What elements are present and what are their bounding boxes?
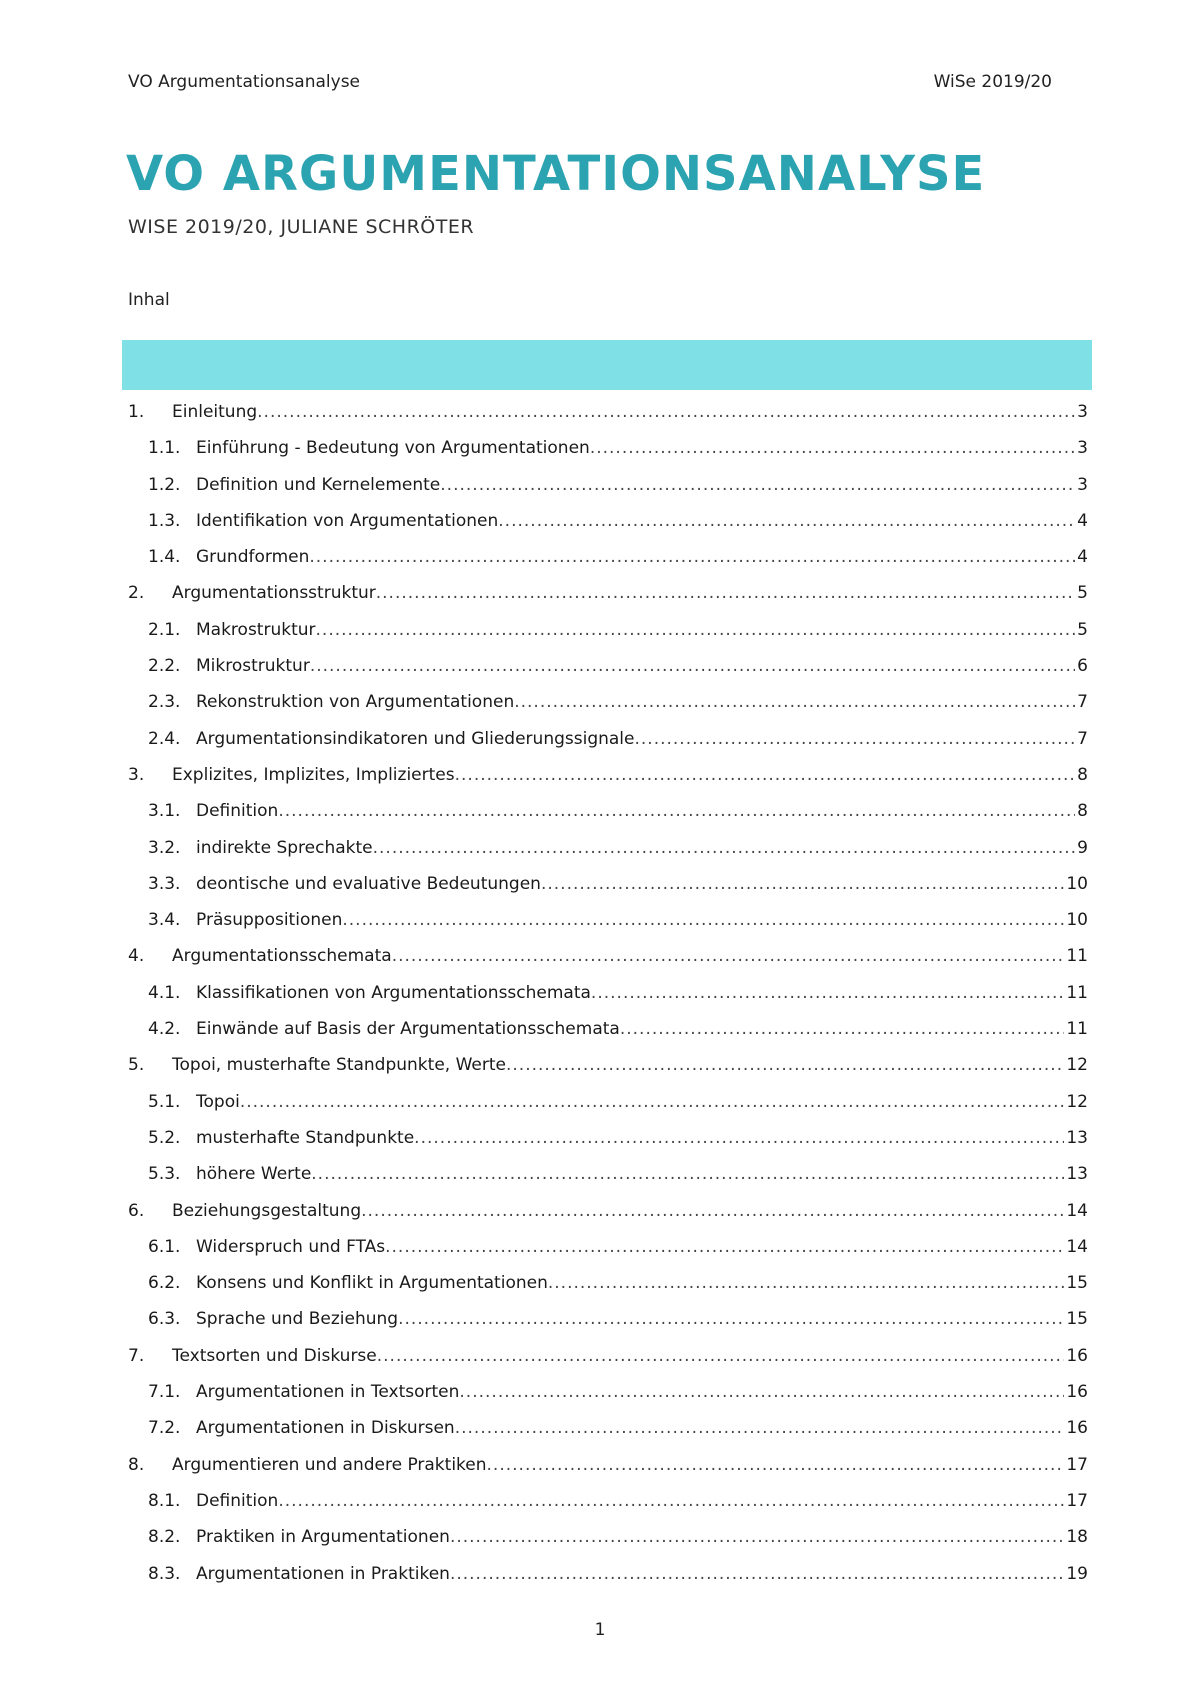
toc-dot-leader (506, 1055, 1064, 1075)
toc-entry-number: 2. (128, 583, 145, 604)
toc-entry-page: 3 (1077, 474, 1088, 495)
table-of-contents (128, 402, 1088, 1600)
toc-entry-number: 3. (128, 764, 145, 785)
toc-entry-number: 6.2. (148, 1273, 181, 1294)
page-number: 1 (594, 1620, 606, 1640)
toc-entry-page: 11 (1066, 946, 1088, 967)
toc-dot-leader (514, 692, 1075, 712)
toc-entry-page: 5 (1077, 583, 1088, 604)
toc-entry-page: 11 (1066, 982, 1088, 1003)
toc-entry[interactable] (128, 1273, 1088, 1309)
toc-dot-leader (257, 402, 1075, 422)
toc-entry-page: 13 (1066, 1127, 1088, 1148)
toc-entry-page: 7 (1077, 728, 1088, 749)
toc-entry[interactable] (128, 838, 1088, 874)
toc-dot-leader (440, 475, 1075, 495)
toc-entry-label: Definition und Kernelemente (196, 474, 441, 495)
toc-entry[interactable] (128, 1527, 1088, 1563)
toc-entry-label: Grundformen (196, 547, 310, 568)
toc-dot-leader (311, 1164, 1064, 1184)
toc-entry[interactable] (128, 1346, 1088, 1382)
toc-entry[interactable] (128, 1382, 1088, 1418)
toc-dot-leader (377, 1346, 1065, 1366)
toc-entry-number: 8.2. (148, 1527, 181, 1548)
toc-dot-leader (455, 1418, 1065, 1438)
toc-dot-leader (392, 946, 1065, 966)
toc-entry-number: 2.2. (148, 656, 181, 677)
toc-entry[interactable] (128, 1092, 1088, 1128)
toc-entry-page: 11 (1066, 1019, 1088, 1040)
toc-dot-leader (316, 620, 1076, 640)
toc-entry[interactable] (128, 946, 1088, 982)
toc-entry-page: 8 (1077, 801, 1088, 822)
toc-entry-label: Topoi, musterhafte Standpunkte, Werte (172, 1055, 506, 1076)
toc-entry-page: 17 (1066, 1454, 1088, 1475)
toc-entry[interactable] (128, 1019, 1088, 1055)
toc-dot-leader (498, 511, 1075, 531)
toc-entry-label: Einwände auf Basis der Argumentationsschemata (196, 1019, 620, 1040)
toc-entry-label: Argumentationsstruktur (172, 583, 376, 604)
toc-entry-number: 5. (128, 1055, 145, 1076)
toc-dot-leader (310, 656, 1075, 676)
toc-entry-number: 7.2. (148, 1418, 181, 1439)
toc-dot-leader (414, 1128, 1064, 1148)
toc-entry-number: 4.1. (148, 982, 181, 1003)
toc-entry-label: deontische und evaluative Bedeutungen (196, 873, 541, 894)
toc-entry-label: Praktiken in Argumentationen (196, 1527, 450, 1548)
toc-entry-label: Klassifikationen von Argumentationsschemata (196, 982, 591, 1003)
toc-dot-leader (590, 438, 1075, 458)
toc-entry-label: Einführung - Bedeutung von Argumentationen (196, 438, 590, 459)
toc-entry-number: 1. (128, 402, 145, 422)
toc-entry[interactable] (128, 438, 1088, 474)
toc-entry-page: 15 (1066, 1273, 1088, 1294)
toc-label: Inhal (128, 290, 170, 310)
toc-entry-label: höhere Werte (196, 1164, 312, 1185)
toc-entry-label: Explizites, Implizites, Impliziertes (172, 764, 455, 785)
toc-entry-page: 10 (1066, 873, 1088, 894)
toc-dot-leader (376, 583, 1075, 603)
toc-dot-leader (541, 874, 1064, 894)
toc-entry-page: 9 (1077, 837, 1088, 858)
toc-entry-number: 8.1. (148, 1490, 181, 1511)
toc-dot-leader (309, 547, 1075, 567)
toc-entry-label: Makrostruktur (196, 619, 316, 640)
toc-entry[interactable] (128, 1418, 1088, 1454)
header-left: VO Argumentationsanalyse (128, 72, 361, 92)
toc-entry-number: 6.3. (148, 1309, 181, 1330)
toc-dot-leader (373, 838, 1076, 858)
toc-entry-page: 16 (1066, 1418, 1088, 1439)
toc-entry-page: 16 (1066, 1382, 1088, 1403)
toc-dot-leader (278, 801, 1075, 821)
toc-entry-label: Textsorten und Diskurse (172, 1345, 377, 1366)
toc-header-bar (122, 340, 1092, 390)
toc-entry-page: 14 (1066, 1200, 1088, 1221)
toc-entry[interactable] (128, 1564, 1088, 1600)
toc-entry-number: 1.3. (148, 510, 181, 531)
toc-dot-leader (398, 1309, 1064, 1329)
toc-entry-page: 12 (1066, 1091, 1088, 1112)
toc-entry-label: Argumentieren und andere Praktiken (172, 1454, 487, 1475)
toc-entry-label: Einleitung (172, 402, 258, 422)
toc-entry[interactable] (128, 765, 1088, 801)
toc-entry-number: 7.1. (148, 1382, 181, 1403)
toc-entry-number: 1.4. (148, 547, 181, 568)
toc-entry[interactable] (128, 656, 1088, 692)
toc-entry[interactable] (128, 547, 1088, 583)
toc-dot-leader (634, 729, 1075, 749)
toc-entry-label: Konsens und Konflikt in Argumentationen (196, 1273, 548, 1294)
toc-entry[interactable] (128, 910, 1088, 946)
toc-entry-page: 12 (1066, 1055, 1088, 1076)
toc-entry-page: 3 (1077, 402, 1088, 422)
toc-entry[interactable] (128, 1055, 1088, 1091)
toc-entry-page: 17 (1066, 1490, 1088, 1511)
toc-entry-label: Präsuppositionen (196, 910, 343, 931)
toc-entry[interactable] (128, 1201, 1088, 1237)
toc-dot-leader (361, 1201, 1064, 1221)
page-subtitle: WISE 2019/20, JULIANE SCHRÖTER (128, 216, 475, 238)
toc-dot-leader (455, 765, 1076, 785)
toc-entry-number: 4.2. (148, 1019, 181, 1040)
toc-entry-number: 2.3. (148, 692, 181, 713)
toc-entry-number: 1.1. (148, 438, 181, 459)
toc-entry-page: 4 (1077, 547, 1088, 568)
toc-entry[interactable] (128, 620, 1088, 656)
toc-entry[interactable] (128, 1491, 1088, 1527)
toc-dot-leader (450, 1527, 1064, 1547)
toc-entry-number: 4. (128, 946, 145, 967)
toc-entry-page: 6 (1077, 656, 1088, 677)
toc-entry-number: 5.3. (148, 1164, 181, 1185)
toc-entry-label: Identifikation von Argumentationen (196, 510, 499, 531)
toc-entry[interactable] (128, 874, 1088, 910)
toc-dot-leader (620, 1019, 1065, 1039)
toc-entry-number: 5.2. (148, 1127, 181, 1148)
toc-entry-label: Sprache und Beziehung (196, 1309, 399, 1330)
toc-entry[interactable] (128, 983, 1088, 1019)
toc-entry[interactable] (128, 1128, 1088, 1164)
toc-entry-number: 3.4. (148, 910, 181, 931)
toc-entry[interactable] (128, 1237, 1088, 1273)
toc-entry-number: 6. (128, 1200, 145, 1221)
toc-entry-page: 13 (1066, 1164, 1088, 1185)
toc-entry-page: 4 (1077, 510, 1088, 531)
toc-entry-page: 3 (1077, 438, 1088, 459)
toc-entry-number: 7. (128, 1345, 145, 1366)
toc-entry-label: Argumentationen in Diskursen (196, 1418, 455, 1439)
toc-entry[interactable] (128, 692, 1088, 728)
toc-entry-page: 18 (1066, 1527, 1088, 1548)
toc-dot-leader (487, 1455, 1065, 1475)
header-right: WiSe 2019/20 (933, 72, 1052, 92)
toc-entry-number: 3.2. (148, 837, 181, 858)
toc-entry-page: 19 (1066, 1563, 1088, 1584)
toc-entry-label: musterhafte Standpunkte (196, 1127, 415, 1148)
toc-entry-number: 8.3. (148, 1563, 181, 1584)
toc-entry-page: 14 (1066, 1236, 1088, 1257)
toc-entry-page: 8 (1077, 764, 1088, 785)
toc-entry[interactable] (128, 1455, 1088, 1491)
toc-dot-leader (385, 1237, 1064, 1257)
toc-entry-label: Beziehungsgestaltung (172, 1200, 362, 1221)
toc-entry-label: Argumentationsindikatoren und Gliederungssignale (196, 728, 635, 749)
toc-entry-page: 7 (1077, 692, 1088, 713)
toc-dot-leader (548, 1273, 1065, 1293)
toc-entry-number: 8. (128, 1454, 145, 1475)
toc-entry-number: 5.1. (148, 1091, 181, 1112)
toc-entry-label: Topoi (196, 1091, 240, 1112)
page-title: VO ARGUMENTATIONSANALYSE (126, 146, 986, 202)
toc-entry-label: Rekonstruktion von Argumentationen (196, 692, 515, 713)
toc-entry-number: 3.3. (148, 873, 181, 894)
toc-entry-page: 15 (1066, 1309, 1088, 1330)
toc-entry-number: 6.1. (148, 1236, 181, 1257)
toc-entry-number: 1.2. (148, 474, 181, 495)
toc-entry-label: Widerspruch und FTAs (196, 1236, 386, 1257)
toc-entry-page: 5 (1077, 619, 1088, 640)
toc-entry[interactable] (128, 801, 1088, 837)
toc-entry-label: Definition (196, 801, 279, 822)
toc-entry-label: Argumentationsschemata (172, 946, 392, 967)
toc-entry-label: indirekte Sprechakte (196, 837, 373, 858)
toc-entry[interactable] (128, 1164, 1088, 1200)
toc-dot-leader (591, 983, 1064, 1003)
toc-entry-number: 2.1. (148, 619, 181, 640)
toc-entry[interactable] (128, 1309, 1088, 1345)
toc-entry-number: 3.1. (148, 801, 181, 822)
toc-entry-label: Argumentationen in Praktiken (196, 1563, 450, 1584)
toc-entry[interactable] (128, 511, 1088, 547)
toc-entry-number: 2.4. (148, 728, 181, 749)
toc-dot-leader (342, 910, 1064, 930)
toc-entry[interactable] (128, 402, 1088, 438)
toc-entry[interactable] (128, 729, 1088, 765)
toc-dot-leader (459, 1382, 1064, 1402)
toc-entry-label: Definition (196, 1490, 279, 1511)
toc-entry-label: Argumentationen in Textsorten (196, 1382, 460, 1403)
toc-dot-leader (240, 1092, 1065, 1112)
toc-entry-page: 10 (1066, 910, 1088, 931)
toc-entry-label: Mikrostruktur (196, 656, 310, 677)
toc-entry-page: 16 (1066, 1345, 1088, 1366)
toc-dot-leader (278, 1491, 1064, 1511)
toc-entry[interactable] (128, 583, 1088, 619)
toc-dot-leader (450, 1564, 1064, 1584)
toc-entry[interactable] (128, 475, 1088, 511)
